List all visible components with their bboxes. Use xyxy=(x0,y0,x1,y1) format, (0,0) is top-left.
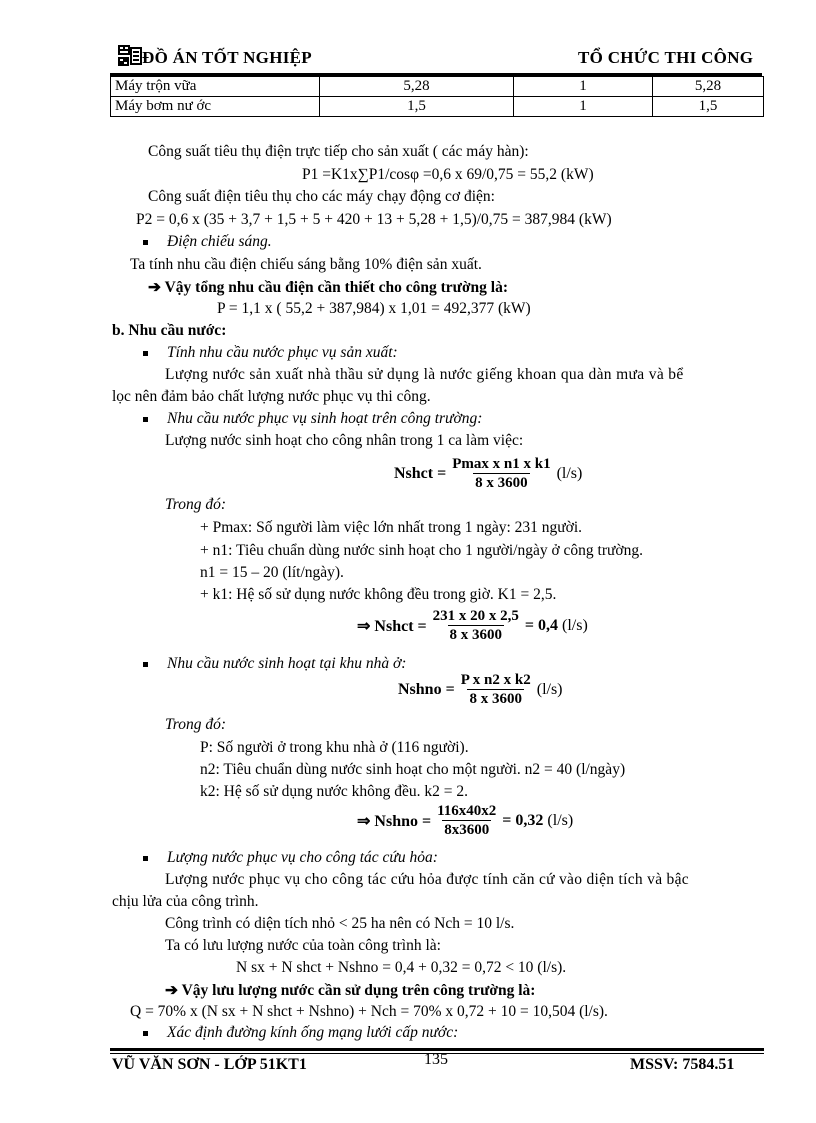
formula-p-total: P = 1,1 x ( 55,2 + 387,984) x 1,01 = 492,377 (kW) xyxy=(217,300,531,317)
bullet-icon xyxy=(143,662,148,667)
footer-author: VŨ VĂN SƠN - LỚP 51KT1 xyxy=(112,1056,307,1073)
formula-lhs: ⇒ Nshno = xyxy=(357,813,432,830)
table-cell: 1,5 xyxy=(653,97,764,117)
where-label: Trong đó: xyxy=(165,496,227,513)
body-line: Ta có lưu lượng nước của toàn công trình là: xyxy=(165,937,441,954)
bullet-icon xyxy=(143,240,148,245)
fraction-denominator: 8 x 3600 xyxy=(449,627,503,643)
equipment-table xyxy=(110,76,764,117)
body-line: P: Số người ở trong khu nhà ở (116 người). xyxy=(200,739,469,756)
page-number: 135 xyxy=(424,1051,448,1068)
fraction-denominator: 8x3600 xyxy=(444,822,490,838)
where-label: Trong đó: xyxy=(165,716,227,733)
body-line: Công suất tiêu thụ điện trực tiếp cho sản xuất ( các máy hàn): xyxy=(148,143,529,160)
formula-p2: P2 = 0,6 x (35 + 3,7 + 1,5 + 5 + 420 + 13 + 5,28 + 1,5)/0,75 = 387,984 (kW) xyxy=(136,211,612,228)
fraction-denominator: 8 x 3600 xyxy=(469,691,522,707)
fraction-numerator: Pmax x n1 x k1 xyxy=(452,456,551,472)
fraction-numerator: 231 x 20 x 2,5 xyxy=(432,608,519,624)
body-line: + Pmax: Số người làm việc lớn nhất trong 1 ngày: 231 người. xyxy=(200,519,583,536)
formula-nshno xyxy=(398,672,563,708)
conclusion-line: ➔ Vậy tổng nhu cầu điện cần thiết cho công trường là: xyxy=(148,279,508,296)
body-line: Lượng nước sản xuất nhà thầu sử dụng là nước giếng khoan qua dàn mưa và bể xyxy=(165,366,684,383)
bullet-icon xyxy=(143,1031,148,1036)
body-line: + n1: Tiêu chuẩn dùng nước sinh hoạt cho 1 người/ngày ở công trường. xyxy=(200,542,643,559)
fraction-numerator: 116x40x2 xyxy=(437,803,497,819)
formula-sum: N sx + N shct + Nshno = 0,4 + 0,32 = 0,72 < 10 (l/s). xyxy=(236,959,567,976)
fraction-numerator: P x n2 x k2 xyxy=(460,672,531,688)
body-line: Ta tính nhu cầu điện chiếu sáng bằng 10% điện sản xuất. xyxy=(130,256,482,273)
formula-lhs: Nshno = xyxy=(398,681,455,698)
fraction xyxy=(459,672,533,708)
section-heading: Điện chiếu sáng. xyxy=(167,233,272,250)
formula-unit: (l/s) xyxy=(562,617,588,634)
formula-unit: (l/s) xyxy=(556,465,583,482)
formula-p1: P1 =K1x∑P1/cosφ =0,6 x 69/0,75 = 55,2 (kW) xyxy=(302,166,594,183)
formula-lhs: Nshct = xyxy=(394,465,447,482)
body-line: k2: Hệ số sử dụng nước không đều. k2 = 2. xyxy=(200,783,468,800)
section-heading: Lượng nước phục vụ cho công tác cứu hỏa: xyxy=(167,849,438,866)
formula-nshct-result xyxy=(357,608,588,644)
conclusion-line: ➔ Vậy lưu lượng nước cần sử dụng trên công trường là: xyxy=(165,982,536,999)
body-line: Công trình có diện tích nhỏ < 25 ha nên có Nch = 10 l/s. xyxy=(165,915,515,932)
formula-q: Q = 70% x (N sx + N shct + Nshno) + Nch = 70% x 0,72 + 10 = 10,504 (l/s). xyxy=(130,1003,608,1020)
section-heading: Nhu cầu nước phục vụ sinh hoạt trên công trường: xyxy=(167,410,483,427)
body-line: Công suất điện tiêu thụ cho các máy chạy động cơ điện: xyxy=(148,188,495,205)
formula-nshct xyxy=(394,456,582,492)
document-logo-icon xyxy=(117,44,143,68)
body-line: + k1: Hệ số sử dụng nước không đều trong giờ. K1 = 2,5. xyxy=(200,586,557,603)
formula-result: = 0,4 xyxy=(524,617,559,634)
table-cell: 1 xyxy=(514,97,653,117)
body-line: Lượng nước sinh hoạt cho công nhân trong 1 ca làm việc: xyxy=(165,432,524,449)
table-row xyxy=(111,77,764,97)
body-line: n2: Tiêu chuẩn dùng nước sinh hoạt cho một người. n2 = 40 (l/ngày) xyxy=(200,761,626,778)
bullet-icon xyxy=(143,856,148,861)
table-cell: 1 xyxy=(514,77,653,97)
body-line: n1 = 15 – 20 (lít/ngày). xyxy=(200,564,344,581)
table-row xyxy=(111,97,764,117)
table-cell: Máy bơm nư ớc xyxy=(111,97,320,117)
fraction-denominator: 8 x 3600 xyxy=(475,475,528,491)
formula-unit: (l/s) xyxy=(536,681,563,698)
section-heading: Xác định đường kính ống mạng lưới cấp nước: xyxy=(167,1024,459,1041)
formula-nshno-result xyxy=(357,803,573,839)
section-title: b. Nhu cầu nước: xyxy=(112,322,227,339)
fraction xyxy=(431,608,521,644)
table-cell: Máy trộn vữa xyxy=(111,77,320,97)
header-right-title: TỔ CHỨC THI CÔNG xyxy=(578,48,754,67)
formula-lhs: ⇒ Nshct = xyxy=(357,618,427,635)
formula-unit: (l/s) xyxy=(547,812,574,829)
section-heading: Nhu cầu nước sinh hoạt tại khu nhà ở: xyxy=(167,655,407,672)
table-cell: 5,28 xyxy=(653,77,764,97)
body-line: lọc nên đảm bảo chất lượng nước phục vụ thi công. xyxy=(112,388,431,405)
section-heading: Tính nhu cầu nước phục vụ sản xuất: xyxy=(167,344,398,361)
footer-student-id: MSSV: 7584.51 xyxy=(630,1056,735,1073)
fraction xyxy=(435,803,498,839)
body-line: Lượng nước phục vụ cho công tác cứu hỏa được tính căn cứ vào diện tích và bậc xyxy=(165,871,689,888)
formula-result: = 0,32 xyxy=(502,812,544,829)
body-line: chịu lửa của công trình. xyxy=(112,893,259,910)
fraction xyxy=(450,456,552,492)
bullet-icon xyxy=(143,417,148,422)
header-left-title: ĐỒ ÁN TỐT NGHIỆP xyxy=(142,48,312,67)
bullet-icon xyxy=(143,351,148,356)
table-cell: 1,5 xyxy=(320,97,514,117)
table-cell: 5,28 xyxy=(320,77,514,97)
